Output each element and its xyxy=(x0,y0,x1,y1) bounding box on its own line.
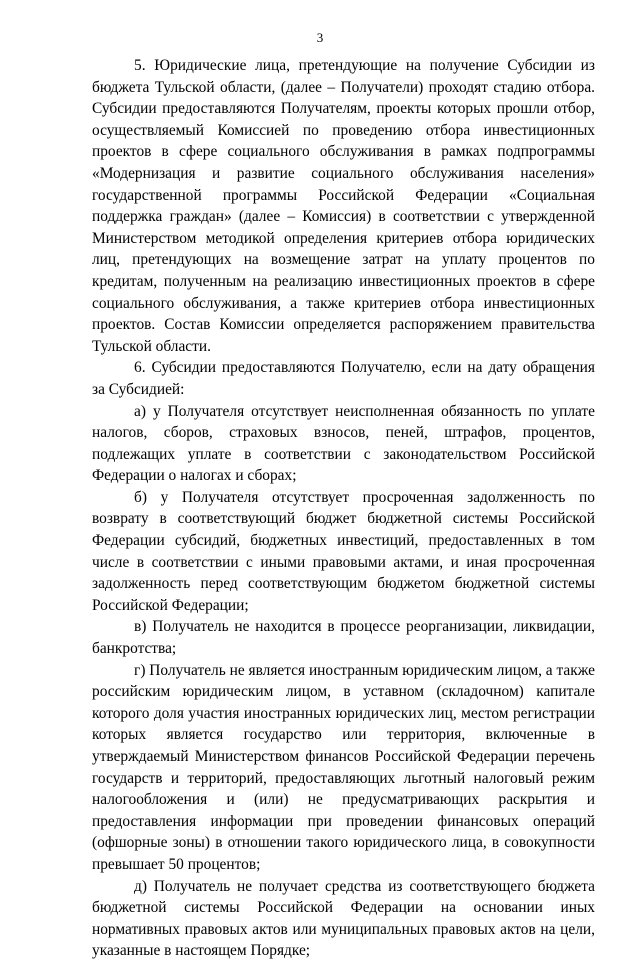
paragraph-6-subsidy-conditions: 6. Субсидии предоставляются Получателю, если на дату обращения за Субсидией: xyxy=(92,359,595,398)
item-g-not-foreign-entity: г) Получатель не является иностранным юридическим лицом, а также российским юридическим лицом, в уставном (складочном) капитале которого доля участия иностранных юридических лиц, местом регистрации которых является государство или территория, включенные в утверждаемый Министерством финансов Российской Федерации перечень государств и территорий, предоставляющих льготный налоговый режим налогообложения и (или) не предусматривающих раскрытия и предоставления информации при проведении финансовых операций (офшорные зоны) в отношении такого юридического лица, в совокупности превышает 50 процентов; xyxy=(92,661,595,873)
item-a-no-tax-debt: а) у Получателя отсутствует неисполненная обязанность по уплате налогов, сборов, страховых взносов, пеней, штрафов, процентов, подлежащих уплате в соответствии с законодательством Российской Федерации о налогах и сборах; xyxy=(92,402,595,485)
item-d-no-other-budget-funds: д) Получатель не получает средства из соответствующего бюджета бюджетной системы Российской Федерации на основании иных нормативных правовых актов или муниципальных правовых актов на цели, указанные в настоящем Порядке; xyxy=(92,877,595,960)
paragraph-5-applicants-selection: 5. Юридические лица, претендующие на получение Субсидии из бюджета Тульской области, (далее – Получатели) проходят стадию отбора. Субсидии предоставляются Получателям, проекты которых прошли отбор, осуществляемый Комиссией по проведению отбора инвестиционных проектов в сфере социального обслуживания в рамках подпрограммы «Модернизация и развитие социального обслуживания населения» государственной программы Российской Федерации «Социальная поддержка граждан» (далее – Комиссия) в соответствии с утвержденной Министерством методикой определения критериев отбора юридических лиц, претендующих на возмещение затрат на уплату процентов по кредитам, полученным на реализацию инвестиционных проектов в сфере социального обслуживания, а также критериев отбора инвестиционных проектов. Состав Комиссии определяется распоряжением правительства Тульской области. xyxy=(92,57,595,355)
item-v-no-reorganization: в) Получатель не находится в процессе реорганизации, ликвидации, банкротства; xyxy=(92,618,595,658)
item-b-no-overdue-debt: б) у Получателя отсутствует просроченная задолженность по возврату в соответствующий бюджет бюджетной системы Российской Федерации субсидий, бюджетных инвестиций, предоставленных в том числе в соответствии с иными правовыми актами, и иная просроченная задолженность перед соответствующим бюджетом бюджетной системы Российской Федерации; xyxy=(92,488,595,614)
document-body xyxy=(92,55,595,962)
page-number: 3 xyxy=(316,30,324,45)
